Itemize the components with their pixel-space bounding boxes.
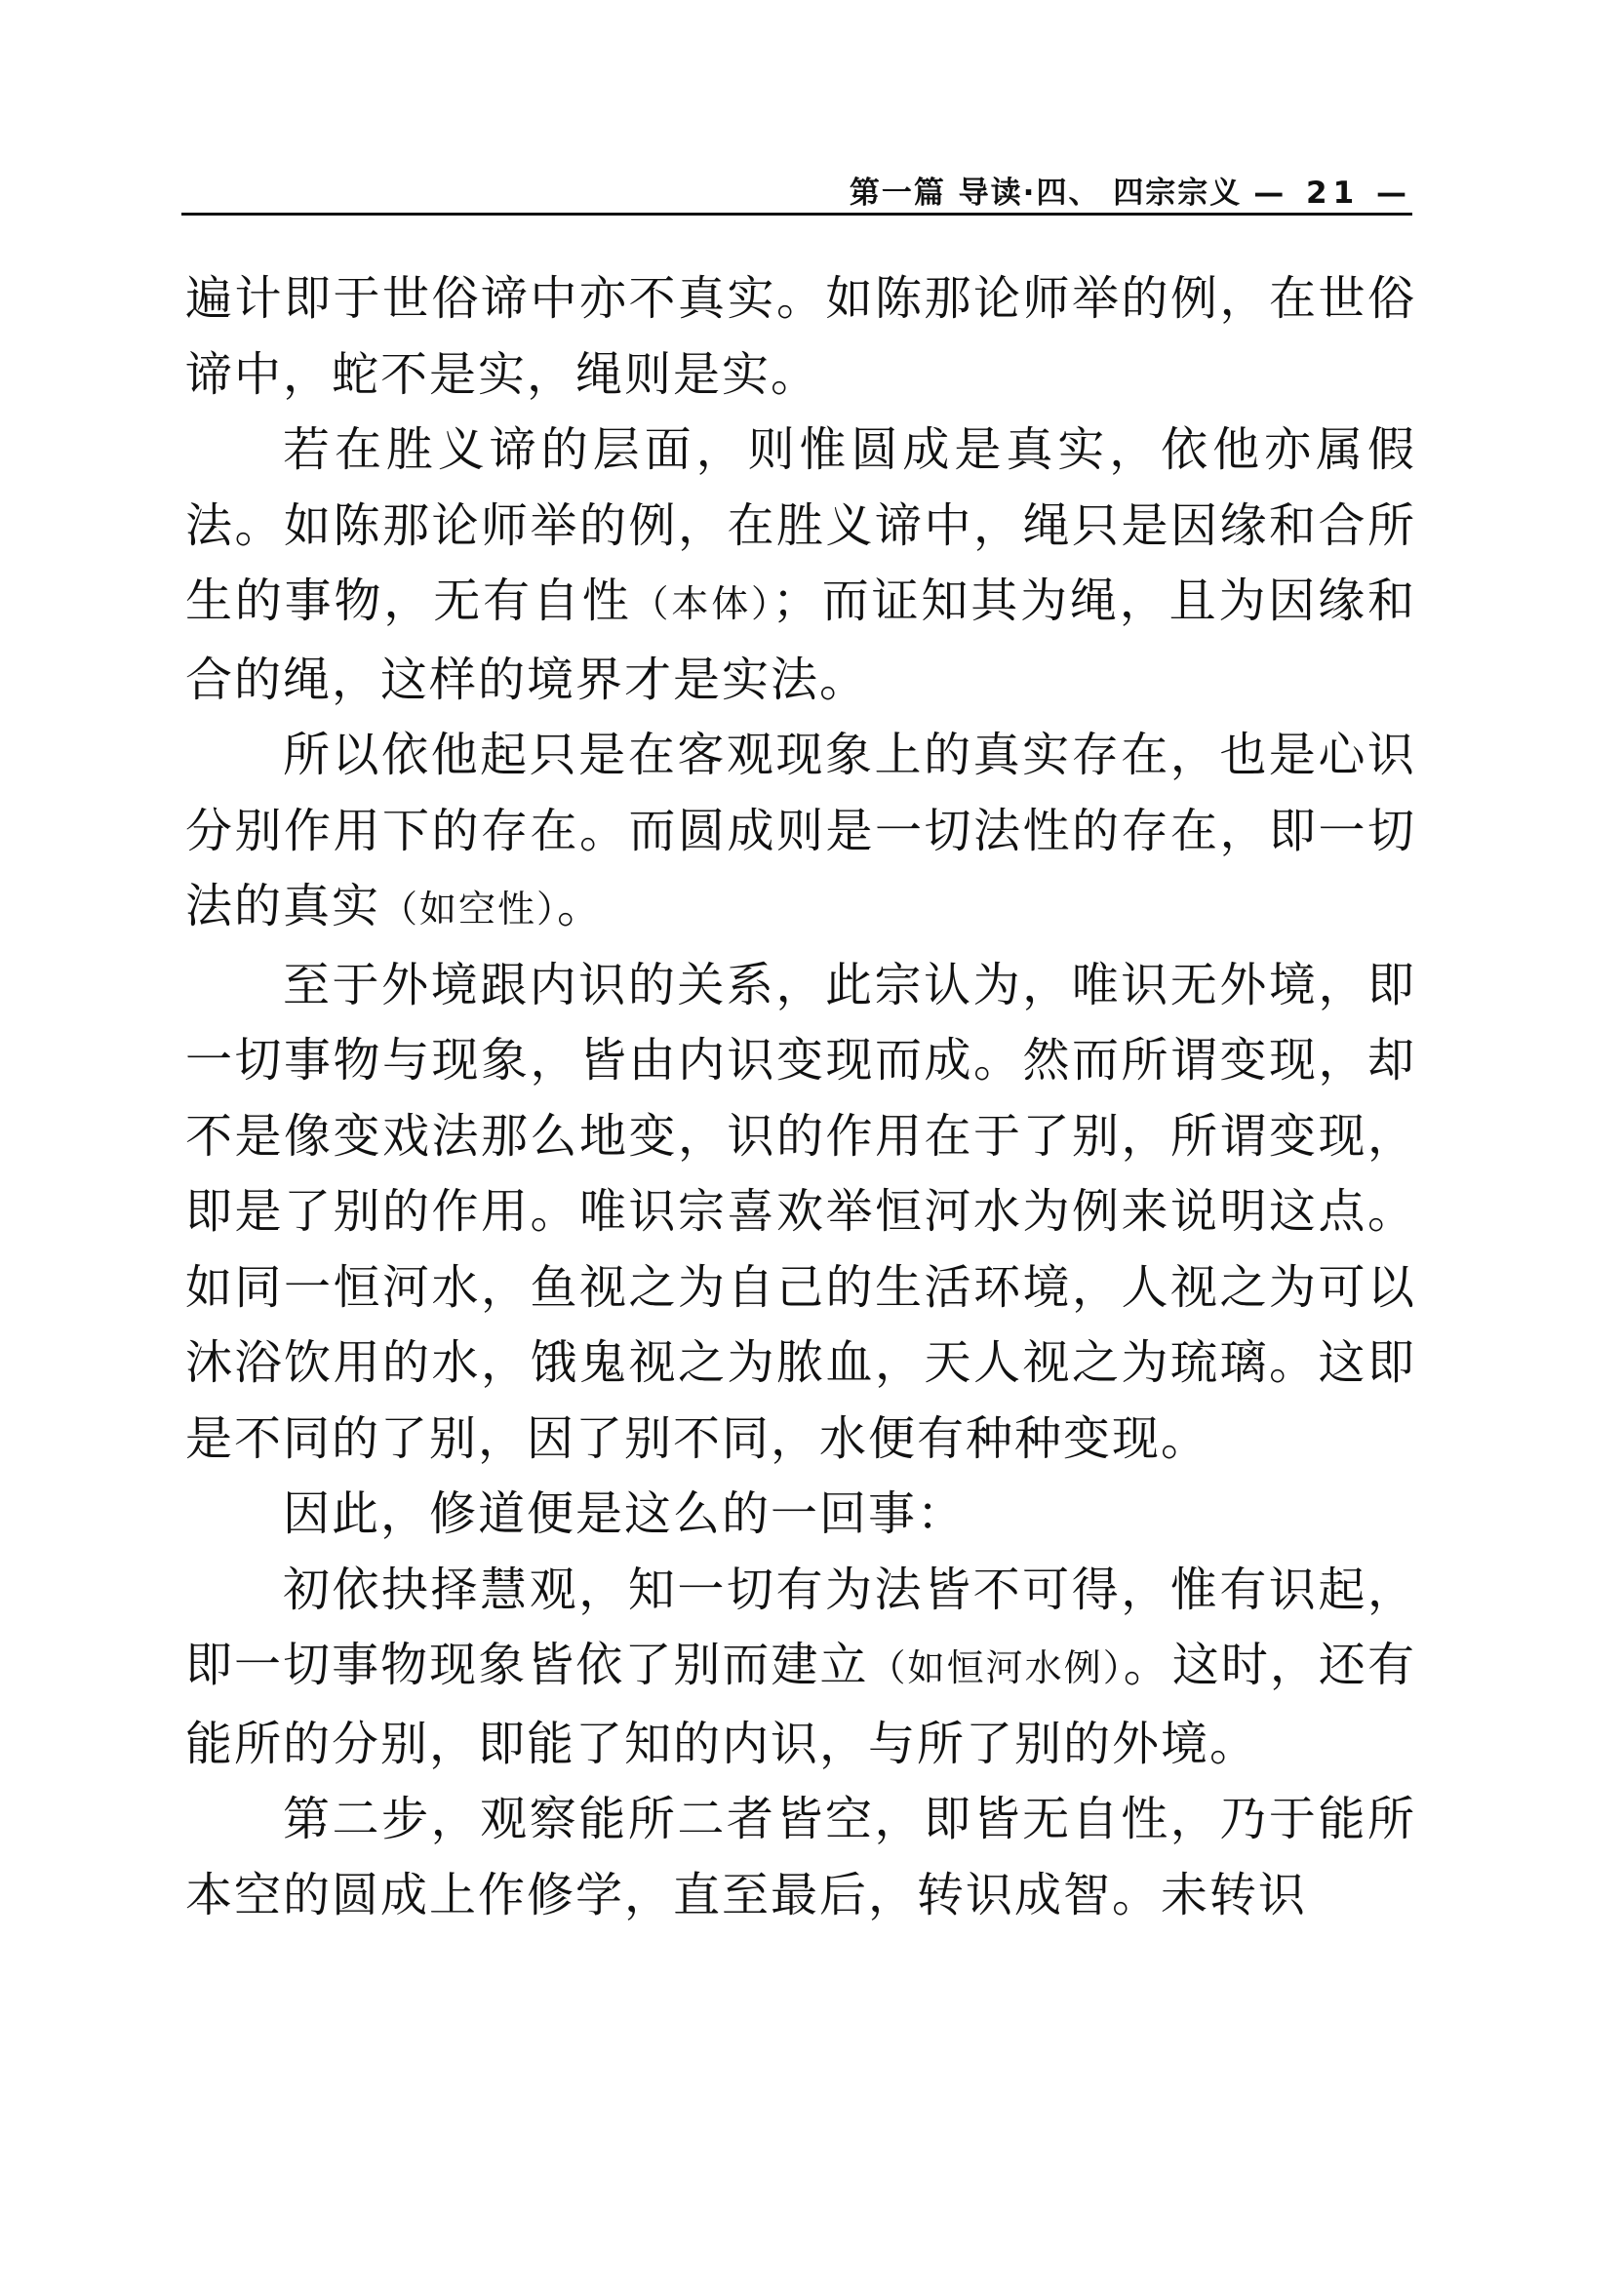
paragraph-1: 遍计即于世俗谛中亦不真实。如陈那论师举的例，在世俗谛中，蛇不是实，绳则是实。 [185, 271, 1416, 402]
paragraph-7: 第二步，观察能所二者皆空，即皆无自性，乃于能所本空的圆成上作修学，直至最后，转识成智。未转识 [185, 1792, 1416, 1922]
header-page-number: — 21 — [1253, 176, 1412, 211]
inline-note: （如恒河水例） [868, 1646, 1124, 1689]
paragraph-2: 若在胜义谛的层面，则惟圆成是真实，依他亦属假法。如陈那论师举的例，在胜义谛中，绳只是因缘和合所生的事物，无有自性（本体）；而证知其为绳，且为因缘和合的绳，这样的境界才是实法。 [185, 422, 1416, 707]
inline-note: （本体） [631, 582, 772, 625]
paragraph-3: 所以依他起只是在客观现象上的真实存在，也是心识分别作用下的存在。而圆成则是一切法性的存在，即一切法的真实（如空性）。 [185, 728, 1416, 933]
body-text [185, 261, 1416, 1933]
paragraph-5: 因此，修道便是这么的一回事： [283, 1486, 967, 1541]
header-text [850, 168, 1412, 212]
running-header [181, 166, 1412, 216]
header-section-title: 第一篇 导读·四、 四宗宗义 [849, 176, 1243, 211]
inline-note: （如空性） [380, 888, 558, 930]
paragraph-6: 初依抉择慧观，知一切有为法皆不可得，惟有识起，即一切事物现象皆依了别而建立（如恒河水例）。这时，还有能所的分别，即能了知的内识，与所了别的外境。 [185, 1562, 1416, 1771]
paragraph-4: 至于外境跟内识的关系，此宗认为，唯识无外境，即一切事物与现象，皆由内识变现而成。然而所谓变现，却不是像变戏法那么地变，识的作用在于了别，所谓变现，即是了别的作用。唯识宗喜欢举恒河水为例来说明这点。如同一恒河水，鱼视之为自己的生活环境，人视之为可以沐浴饮用的水，饿鬼视之为脓血，天人视之为琉璃。这即是不同的了别，因了别不同，水便有种种变现。 [185, 957, 1416, 1466]
